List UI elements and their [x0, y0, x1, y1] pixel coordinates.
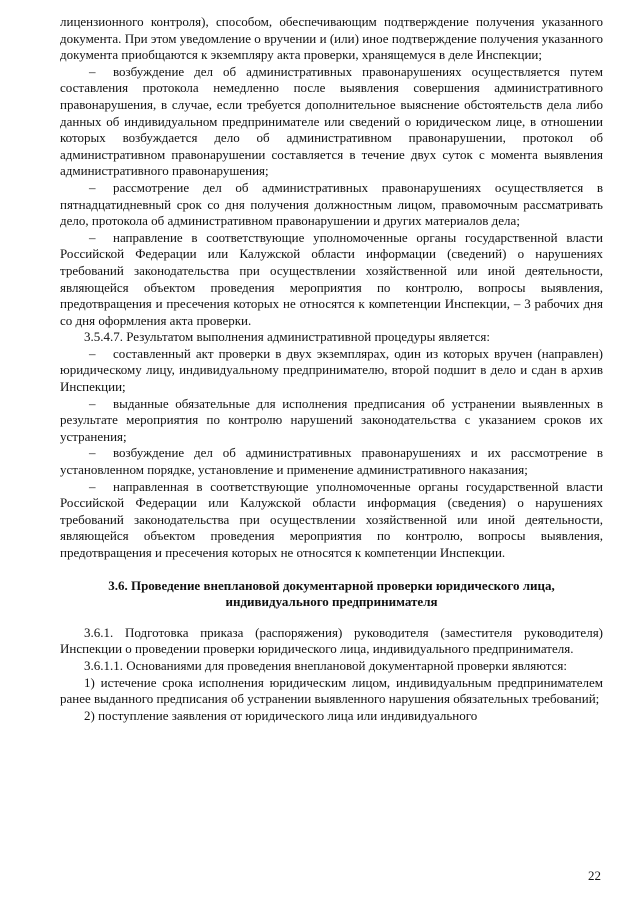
dash-bullet: – — [89, 63, 96, 79]
list-item-text: возбуждение дел об административных правонарушениях и их рассмотрение в установленном порядке, установление и применение административного наказания; — [60, 445, 603, 478]
list-item-text: возбуждение дел об административных правонарушениях осуществляется путем составления протокола немедленно после выявления совершения административного правонарушения, в случае, если требуется дополнительное выяснение обстоятельств дела либо данных об индивидуальном предпринимателе или сведений о юридическом лице, в отношении которых возбуждается дело об административном правонарушении, протокол об административном правонарушении составляется в течение двух суток с момента выявления административного правонарушения; — [60, 63, 603, 179]
paragraph: 3.6.1. Подготовка приказа (распоряжения) руководителя (заместителя руководителя) Инспекции о проведении проверки юридического лица, индивидуального предпринимателя. — [60, 624, 603, 657]
section-heading: 3.6. Проведение внеплановой документарной проверки юридического лица, индивидуального предпринимателя — [108, 577, 555, 610]
list-item — [60, 180, 603, 230]
paragraph: лицензионного контроля), способом, обеспечивающим подтверждение получения указанного документа. При этом уведомление о вручении и (или) иное подтверждение получения указанного документа приобщаются к экземпляру акта проверки, хранящемуся в деле Инспекции; — [60, 14, 603, 63]
document-body — [60, 14, 603, 724]
list-item — [60, 396, 603, 446]
dash-bullet: – — [89, 445, 96, 461]
paragraph: 3.6.1.1. Основаниями для проведения внеплановой документарной проверки являются: — [84, 657, 567, 673]
page-number: 22 — [588, 868, 601, 883]
list-item-text: составленный акт проверки в двух экземплярах, один из которых вручен (направлен) юридическому лицу, индивидуальному предпринимателю, второй подшит в дело и сдан в архив Инспекции; — [60, 345, 603, 395]
paragraph: 1) истечение срока исполнения юридическим лицом, индивидуальным предпринимателем ранее выданного предписания об устранении выявленного нарушения обязательных требований; — [60, 674, 603, 707]
paragraph: 3.5.4.7. Результатом выполнения административной процедуры является: — [84, 329, 490, 345]
list-item — [60, 346, 603, 396]
dash-bullet: – — [89, 229, 96, 245]
list-item — [60, 445, 603, 478]
list-item — [60, 230, 603, 330]
list-item-text: выданные обязательные для исполнения предписания об устранении выявленных в результате мероприятия по контролю нарушений законодательства с указанием сроков их устранения; — [60, 395, 603, 444]
dash-bullet: – — [89, 395, 96, 411]
dash-bullet: – — [89, 478, 96, 494]
dash-bullet: – — [89, 345, 96, 361]
list-item — [60, 64, 603, 180]
list-item — [60, 479, 603, 562]
list-item-text: рассмотрение дел об административных правонарушениях осуществляется в пятнадцатидневный срок со дня получения должностным лицом, правомочным рассматривать дело, протокола об административном правонарушении и других материалов дела; — [60, 179, 603, 229]
paragraph: 2) поступление заявления от юридического лица или индивидуального — [84, 707, 478, 723]
dash-bullet: – — [89, 179, 96, 195]
list-item-text: направленная в соответствующие уполномоченные органы государственной власти Российской Федерации или Калужской области информация (сведения) о нарушениях требований законодательства при осуществлении хозяйственной или иной деятельности, являющейся объектом проведения мероприятия по контролю, вопросы выявления, предотвращения и пресечения которых не относятся к компетенции Инспекции. — [60, 478, 603, 560]
list-item-text: направление в соответствующие уполномоченные органы государственной власти Российской Федерации или Калужской области информации (сведений) о нарушениях требований законодательства при осуществлении хозяйственной или иной деятельности, являющейся объектом проведения мероприятия по контролю, вопросы выявления, предотвращения и пресечения которых не относятся к компетенции Инспекции, – 3 рабочих дня со дня оформления акта проверки. — [60, 229, 603, 328]
